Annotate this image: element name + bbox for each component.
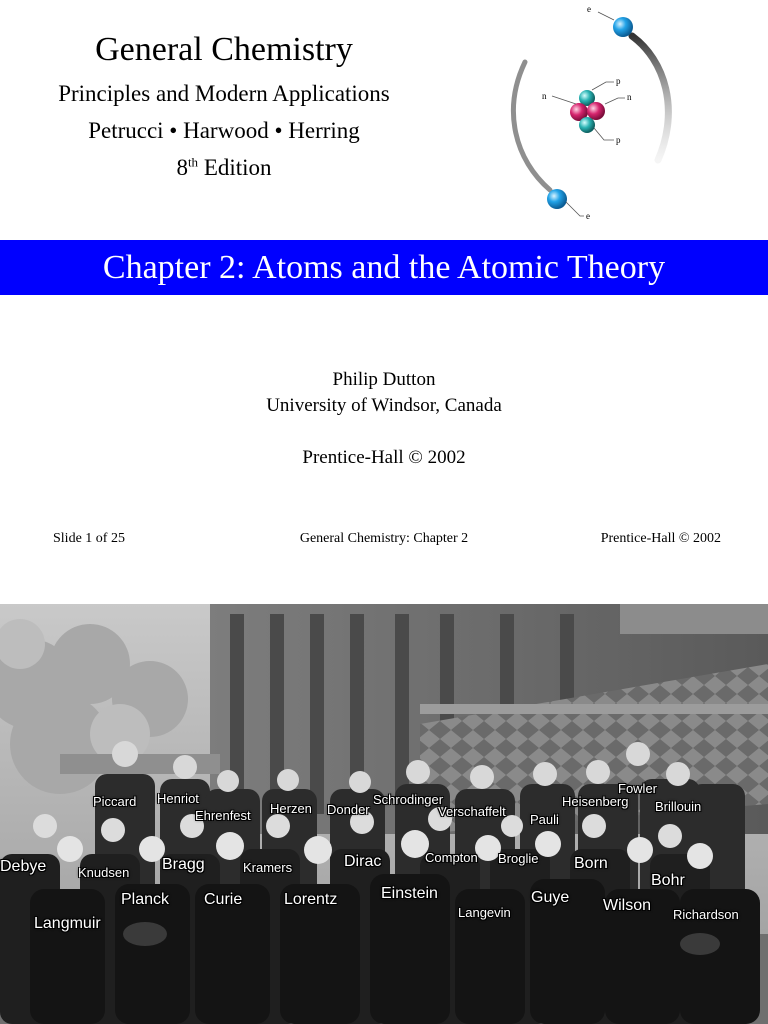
label-compton: Compton [425,850,478,865]
label-knudsen: Knudsen [78,865,130,880]
label-bohr: Bohr [651,872,685,889]
label-schrodinger: Schrodinger [373,792,444,807]
publisher-line: Prentice-Hall © 2002 [302,447,466,468]
book-edition [0,154,448,182]
label-herzen: Herzen [270,801,312,816]
label-curie: Curie [204,891,243,908]
label-henriot: Henriot [157,791,199,806]
label-wilson: Wilson [603,897,652,914]
label-piccard: Piccard [93,794,137,809]
label-bragg: Bragg [162,856,205,873]
label-kramers: Kramers [243,860,293,875]
label-ehrenfest: Ehrenfest [195,808,251,823]
label-born: Born [574,855,608,872]
book-subtitle: Principles and Modern Applications [58,81,390,106]
label-langmuir: Langmuir [34,915,101,932]
chapter-title: Chapter 2: Atoms and the Atomic Theory [102,249,666,286]
label-debye: Debye [0,858,47,875]
label-pauli: Pauli [530,812,559,827]
label-fowler: Fowler [618,781,658,796]
electron-bottom [547,189,567,209]
label-n-right: n [627,92,632,102]
label-richardson: Richardson [673,907,739,922]
orbit-trail-top [632,36,668,160]
edition-suffix: th [187,154,199,170]
atom-illustration [490,0,690,230]
label-dirac: Dirac [344,853,382,870]
edition-label: Edition [203,155,272,180]
solvay-conference-photo [0,604,768,1024]
label-planck: Planck [121,891,170,908]
proton-right [587,102,605,120]
label-guye: Guye [531,889,570,906]
label-brillouin: Brillouin [655,799,702,814]
label-langevin: Langevin [458,905,511,920]
footer-publisher: Prentice-Hall © 2002 [600,531,721,546]
electron-top [613,17,633,37]
slide-number: Slide 1 of 25 [53,531,125,546]
orbit-trail-bottom [513,62,550,190]
neutron-bottom [579,117,595,133]
photo-drawing [0,604,768,1024]
author-affiliation: University of Windsor, Canada [266,395,502,416]
label-e-bottom: e [586,211,590,221]
label-broglie: Broglie [498,851,539,866]
label-p-bottom: p [616,135,621,145]
label-verschaffelt: Verschaffelt [438,804,506,819]
label-einstein: Einstein [381,885,438,902]
label-n-left: n [542,91,547,101]
label-heisenberg: Heisenberg [562,794,629,809]
footer-course: General Chemistry: Chapter 2 [299,531,469,546]
label-lorentz: Lorentz [284,891,338,908]
edition-number: 8 [176,155,188,180]
label-p-top: p [616,76,621,86]
author-name: Philip Dutton [332,369,436,390]
book-title: General Chemistry [95,31,353,68]
book-authors: Petrucci • Harwood • Herring [88,118,360,143]
label-e-top: e [587,4,591,14]
label-donder: Donder [327,802,370,817]
